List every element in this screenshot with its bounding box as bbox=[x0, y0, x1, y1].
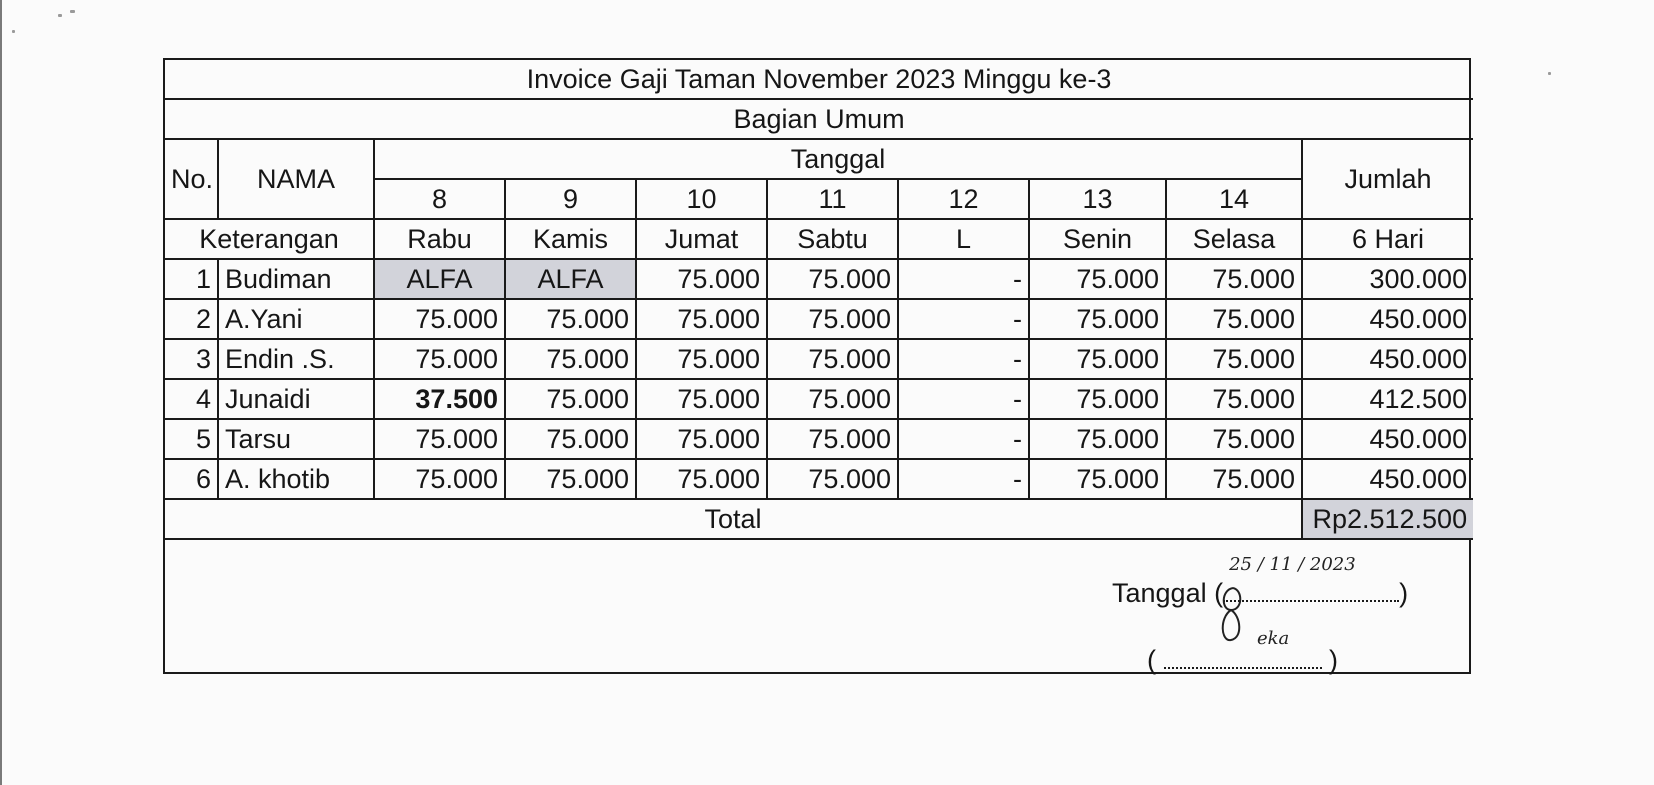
day-cell: Rabu bbox=[374, 219, 505, 259]
row-total: 300.000 bbox=[1302, 259, 1473, 299]
total-days: 6 Hari bbox=[1302, 219, 1473, 259]
wage-cell: 75.000 bbox=[1029, 259, 1166, 299]
signature-text: eka bbox=[1257, 628, 1290, 649]
wage-cell: 75.000 bbox=[767, 459, 898, 499]
row-number: 5 bbox=[165, 419, 218, 459]
row-number: 1 bbox=[165, 259, 218, 299]
sign-line bbox=[1147, 645, 1338, 676]
date-label: Tanggal ( bbox=[1112, 578, 1224, 608]
wage-cell: - bbox=[898, 419, 1029, 459]
date-cell: 13 bbox=[1029, 179, 1166, 219]
header-nama: NAMA bbox=[218, 139, 374, 219]
day-cell: Selasa bbox=[1166, 219, 1302, 259]
employee-name: Endin .S. bbox=[218, 339, 374, 379]
wage-cell: 75.000 bbox=[374, 299, 505, 339]
wage-cell: 75.000 bbox=[1029, 299, 1166, 339]
wage-cell: 75.000 bbox=[636, 459, 767, 499]
day-cell: L bbox=[898, 219, 1029, 259]
date-cell: 8 bbox=[374, 179, 505, 219]
wage-cell: - bbox=[898, 299, 1029, 339]
table-row bbox=[165, 419, 1473, 459]
date-cell: 14 bbox=[1166, 179, 1302, 219]
wage-cell: 75.000 bbox=[767, 339, 898, 379]
row-total: 450.000 bbox=[1302, 459, 1473, 499]
signature-area bbox=[165, 530, 1469, 675]
wage-cell: 75.000 bbox=[1166, 259, 1302, 299]
wage-cell: 75.000 bbox=[1166, 339, 1302, 379]
date-cell: 10 bbox=[636, 179, 767, 219]
row-number: 3 bbox=[165, 339, 218, 379]
employee-name: Tarsu bbox=[218, 419, 374, 459]
date-cell: 9 bbox=[505, 179, 636, 219]
table-row bbox=[165, 379, 1473, 419]
invoice-table bbox=[165, 60, 1473, 540]
department-label: Bagian Umum bbox=[165, 99, 1473, 139]
wage-cell: 75.000 bbox=[1029, 419, 1166, 459]
wage-cell: 75.000 bbox=[636, 299, 767, 339]
wage-cell: 37.500 bbox=[374, 379, 505, 419]
wage-cell: 75.000 bbox=[767, 299, 898, 339]
employee-name: Junaidi bbox=[218, 379, 374, 419]
wage-cell: ALFA bbox=[505, 259, 636, 299]
wage-cell: 75.000 bbox=[1029, 379, 1166, 419]
wage-cell: 75.000 bbox=[505, 379, 636, 419]
header-jumlah: Jumlah bbox=[1302, 139, 1473, 219]
row-number: 4 bbox=[165, 379, 218, 419]
sign-close: ) bbox=[1329, 645, 1339, 675]
wage-cell: 75.000 bbox=[767, 379, 898, 419]
wage-cell: 75.000 bbox=[636, 259, 767, 299]
handwritten-date: 25 / 11 / 2023 bbox=[1229, 554, 1356, 575]
scan-speck bbox=[58, 14, 62, 17]
day-cell: Sabtu bbox=[767, 219, 898, 259]
scan-speck bbox=[12, 30, 15, 33]
wage-cell: - bbox=[898, 459, 1029, 499]
wage-cell: 75.000 bbox=[505, 339, 636, 379]
scan-speck bbox=[70, 10, 75, 13]
invoice-frame bbox=[163, 58, 1471, 674]
row-total: 450.000 bbox=[1302, 419, 1473, 459]
row-total: 412.500 bbox=[1302, 379, 1473, 419]
day-cell: Senin bbox=[1029, 219, 1166, 259]
wage-cell: 75.000 bbox=[767, 419, 898, 459]
total-label: Total bbox=[165, 499, 1302, 539]
sign-dots bbox=[1164, 649, 1322, 669]
employee-name: A. khotib bbox=[218, 459, 374, 499]
header-tanggal: Tanggal bbox=[374, 139, 1302, 179]
row-number: 6 bbox=[165, 459, 218, 499]
header-no: No. bbox=[165, 139, 218, 219]
wage-cell: 75.000 bbox=[1166, 299, 1302, 339]
employee-name: A.Yani bbox=[218, 299, 374, 339]
wage-cell: 75.000 bbox=[374, 339, 505, 379]
date-close: ) bbox=[1399, 578, 1409, 608]
day-cell: Jumat bbox=[636, 219, 767, 259]
row-number: 2 bbox=[165, 299, 218, 339]
wage-cell: 75.000 bbox=[1029, 339, 1166, 379]
wage-cell: 75.000 bbox=[1029, 459, 1166, 499]
grand-total: Rp2.512.500 bbox=[1302, 499, 1473, 539]
wage-cell: 75.000 bbox=[1166, 459, 1302, 499]
table-row bbox=[165, 459, 1473, 499]
wage-cell: 75.000 bbox=[1166, 419, 1302, 459]
day-cell: Kamis bbox=[505, 219, 636, 259]
wage-cell: 75.000 bbox=[505, 419, 636, 459]
date-cell: 11 bbox=[767, 179, 898, 219]
scan-speck bbox=[1548, 72, 1551, 75]
scan-edge bbox=[0, 0, 2, 785]
date-cell: 12 bbox=[898, 179, 1029, 219]
header-keterangan: Keterangan bbox=[165, 219, 374, 259]
invoice-title: Invoice Gaji Taman November 2023 Minggu ke-3 bbox=[165, 60, 1473, 99]
wage-cell: 75.000 bbox=[505, 459, 636, 499]
wage-cell: 75.000 bbox=[374, 459, 505, 499]
wage-cell: - bbox=[898, 379, 1029, 419]
sign-open: ( bbox=[1147, 645, 1156, 675]
wage-cell: 75.000 bbox=[374, 419, 505, 459]
wage-cell: 75.000 bbox=[636, 379, 767, 419]
row-total: 450.000 bbox=[1302, 299, 1473, 339]
table-row bbox=[165, 259, 1473, 299]
wage-cell: 75.000 bbox=[636, 339, 767, 379]
wage-cell: - bbox=[898, 339, 1029, 379]
table-row bbox=[165, 299, 1473, 339]
wage-cell: - bbox=[898, 259, 1029, 299]
wage-cell: 75.000 bbox=[505, 299, 636, 339]
table-row bbox=[165, 339, 1473, 379]
wage-cell: 75.000 bbox=[636, 419, 767, 459]
employee-name: Budiman bbox=[218, 259, 374, 299]
wage-cell: 75.000 bbox=[1166, 379, 1302, 419]
row-total: 450.000 bbox=[1302, 339, 1473, 379]
wage-cell: 75.000 bbox=[767, 259, 898, 299]
wage-cell: ALFA bbox=[374, 259, 505, 299]
